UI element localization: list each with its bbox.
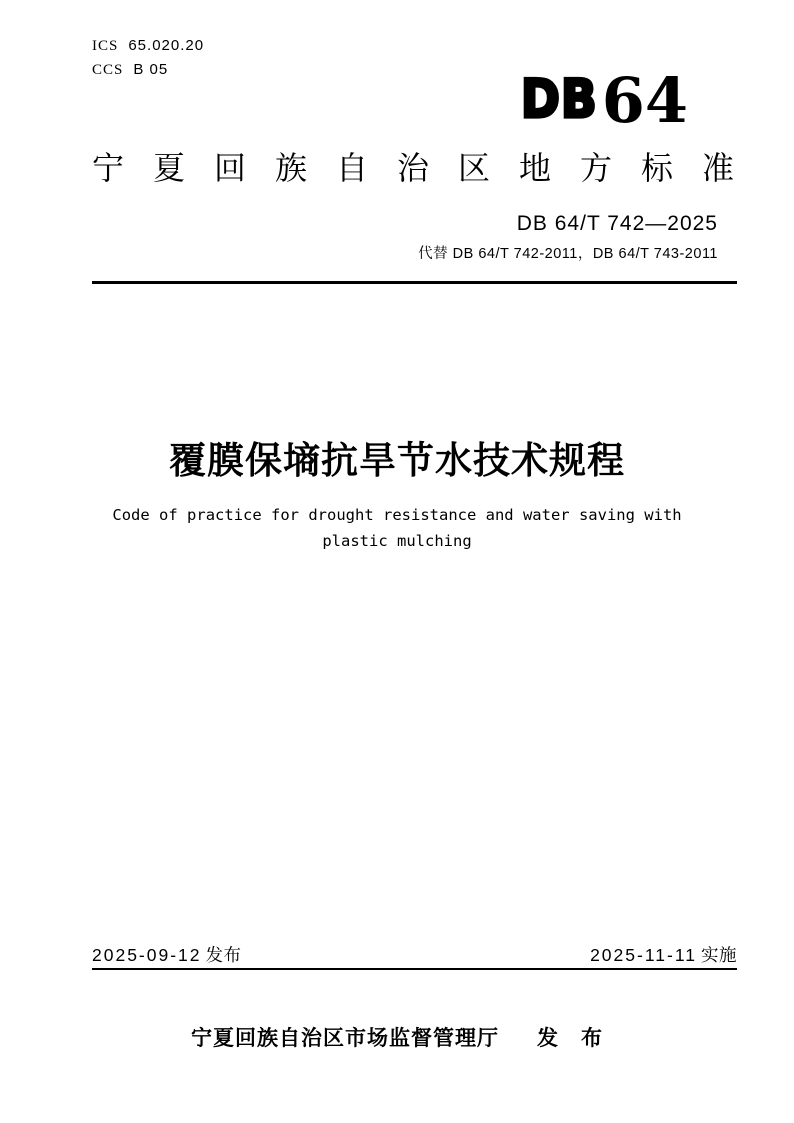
implement-date-group [590,942,737,967]
title-english [0,502,794,554]
publish-action: 发 布 [537,1027,603,1050]
title-english-line1: Code of practice for drought resistance and water saving with [112,506,682,524]
issue-date: 2025-09-12 [92,945,202,965]
ics-value: 65.020.20 [128,37,205,54]
standard-number: DB 64/T 742—2025 [516,212,718,235]
ccs-line [92,58,204,82]
publisher-name: 宁夏回族自治区市场监督管理厅 [191,1027,499,1050]
classification-codes [92,34,204,82]
publisher-line [0,1022,794,1052]
footer-divider [92,968,737,970]
implement-label: 实施 [701,945,737,965]
issue-date-group [92,942,242,967]
issue-label: 发布 [205,945,242,965]
ics-line [92,34,204,58]
db64-logo [520,64,688,137]
header-divider [92,281,737,284]
db64-logo-prefix: DB [520,68,598,131]
ccs-label: CCS [92,62,124,78]
ccs-value: B 05 [133,61,169,78]
title-chinese: 覆膜保墒抗旱节水技术规程 [169,440,625,481]
title-english-line2: plastic mulching [322,532,472,550]
standard-type-banner: 宁夏回族自治区地方标准 [92,150,764,186]
replaces-note: 代替 DB 64/T 742-2011，DB 64/T 743-2011 [418,246,718,262]
ics-label: ICS [92,38,119,54]
date-strip [92,942,737,967]
db64-logo-number: 64 [601,64,688,137]
implement-date: 2025-11-11 [590,945,697,965]
